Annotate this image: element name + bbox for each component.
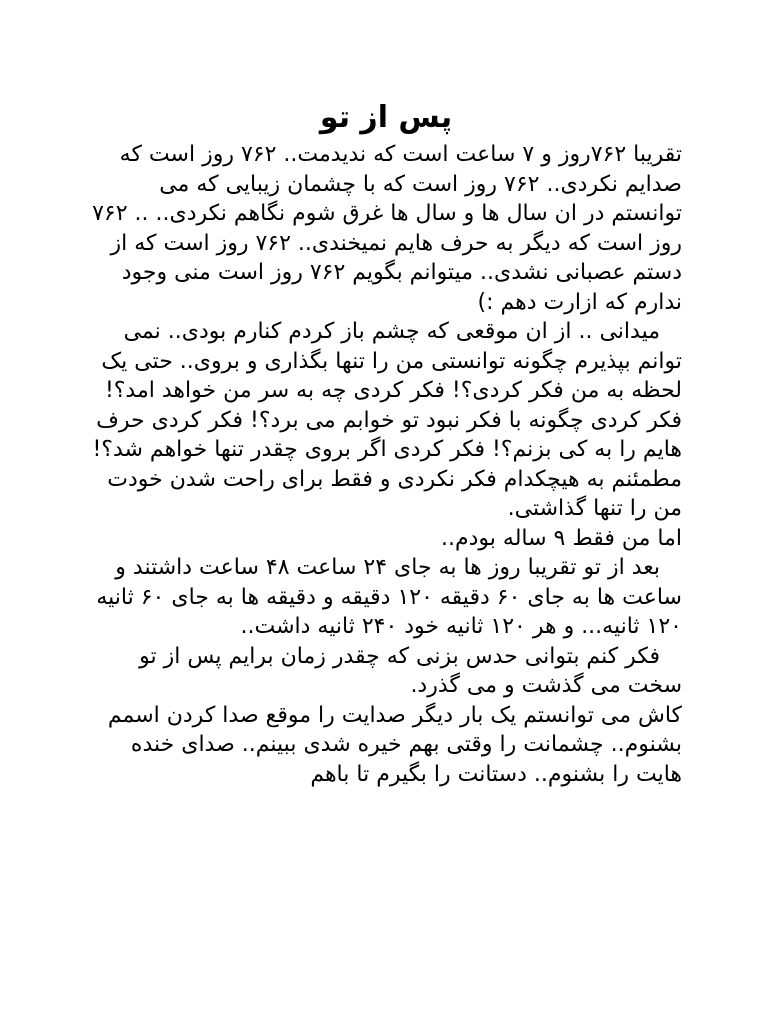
paragraph-3: اما من فقط ۹ ساله بودم..	[441, 525, 682, 551]
paragraph-6: کاش می توانستم یک بار دیگر صدایت را موقع صدا کردن اسمم بشنوم.. چشمانت را وقتی بهم خیره شدی ببینم.. صدای خنده هایت را بشنوم.. دستانت را بگیرم تا باهم	[107, 702, 682, 787]
paragraph-4: بعد از تو تقریبا روز ها به جای ۲۴ ساعت ۴۸ ساعت داشتند و ساعت ها به جای ۶۰ دقیقه ۱۲۰ دقیقه و دقیقه ها به جای ۶۰ ثانیه ۱۲۰ ثانیه... و هر ۱۲۰ ثانیه خود ۲۴۰ ثانیه داشت..	[96, 555, 682, 639]
paragraph-1: تقریبا ۷۶۲روز و ۷ ساعت است که ندیدمت.. ۷۶۲ روز است که صدایم نکردی.. ۷۶۲ روز است که با چشمان زیبایی که می توانستم در ان سال ها و سال ها غرق شوم نگاهم نکردی.. .. ۷۶۲ روز است که دیگر به حرف هایم نمیخندی.. ۷۶۲ روز است که از دستم عصبانی نشدی.. میتوانم بگویم ۷۶۲ روز است منی وجود ندارم که ازارت دهم :)	[92, 142, 682, 315]
paragraph-5: فکر کنم بتوانی حدس بزنی که چقدر زمان برایم پس از تو سخت می گذشت و می گذرد.	[139, 643, 682, 698]
document-body	[90, 140, 682, 789]
paragraph-2: میدانی .. از ان موقعی که چشم باز کردم کنارم بودی.. نمی توانم بپذیرم چگونه توانستی من را تنها بگذاری و بروی.. حتی یک لحظه به من فکر کردی؟! فکر کردی چه به سر من خواهد امد؟! فکر کردی چگونه با فکر نبود تو خوابم می برد؟! فکر کردی حرف هایم را به کی بزنم؟! فکر کردی اگر بروی چقدر تنها خواهم شد؟! مطمئنم به هیچکدام فکر نکردی و فقط برای راحت شدن خودت من را تنها گذاشتی.	[92, 319, 682, 521]
document-page	[90, 96, 682, 789]
document-title: پس از تو	[319, 100, 453, 135]
